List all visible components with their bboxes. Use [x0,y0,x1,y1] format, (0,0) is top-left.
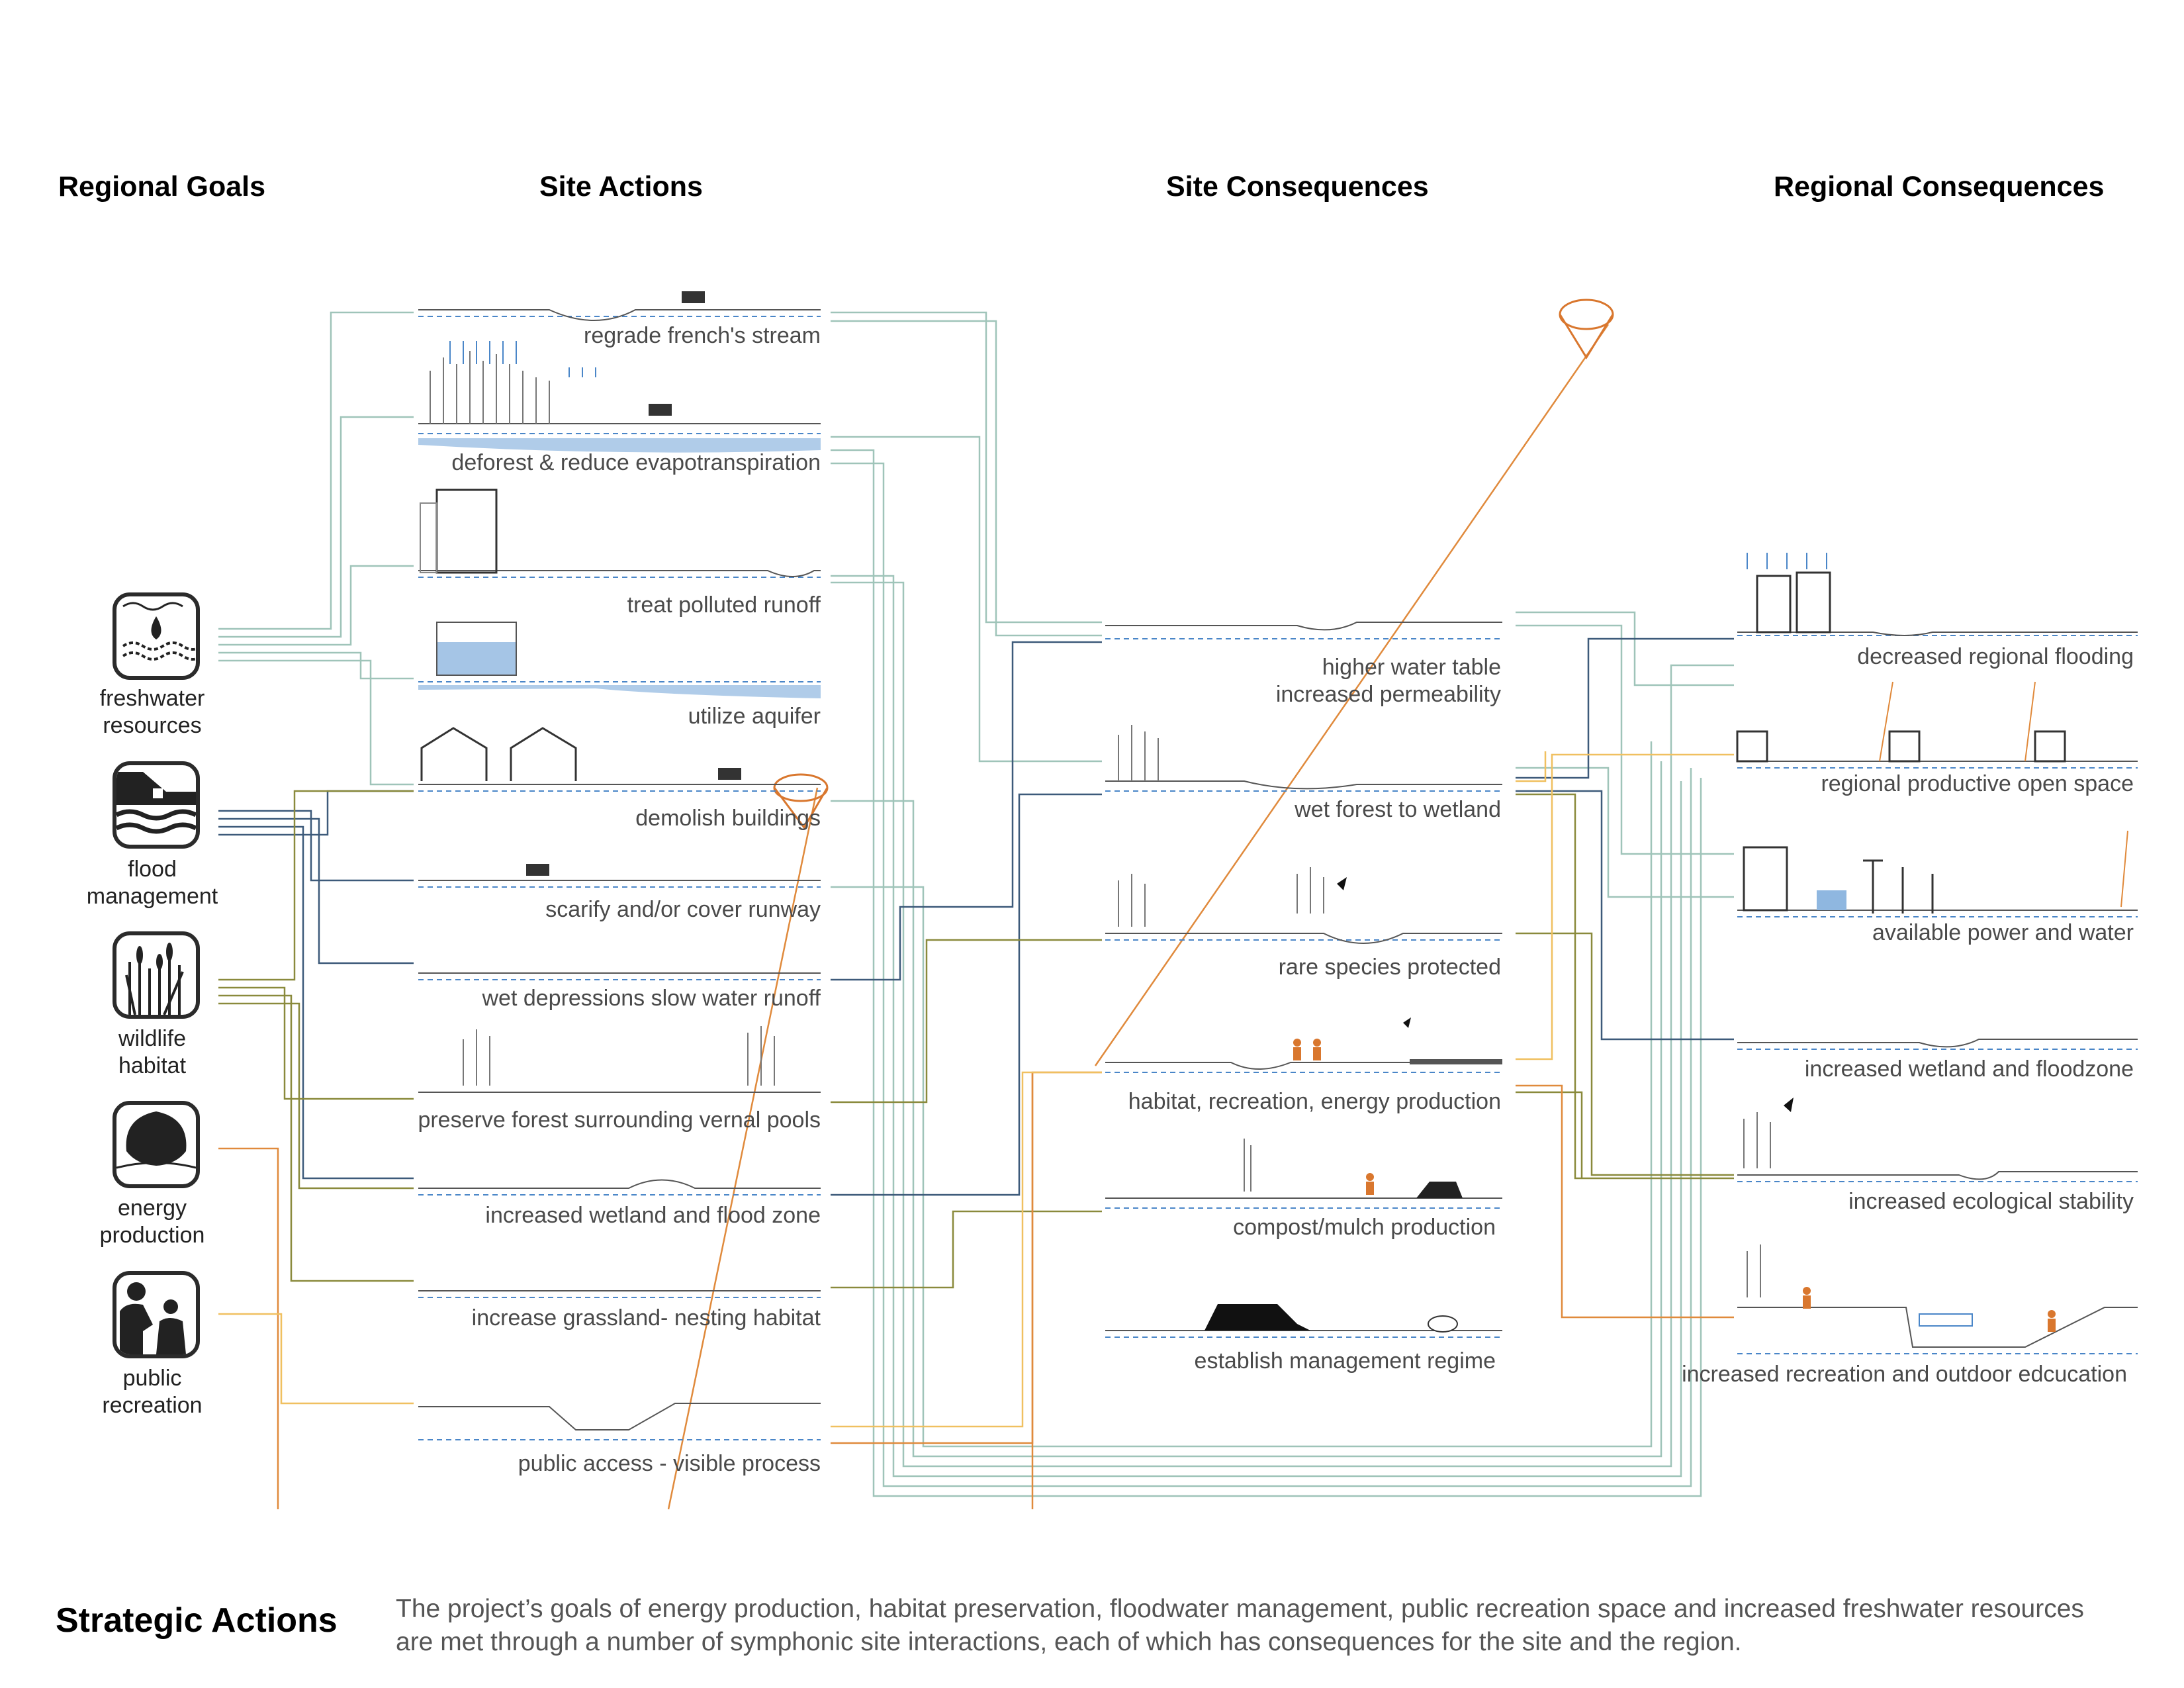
regional-consequence-illustrations [1737,553,2138,1354]
goal-label-line2: habitat [118,1053,187,1078]
footer-text: The project’s goals of energy production, habitat preservation, floodwater management, public recreation space and increased freshwater resources are met through a number of symphonic site interactions, each of which has consequences for the site and the region. [396,1595,2084,1656]
site-action-label: scarify and/or cover runway [545,897,821,922]
regional-consequence-label: regional productive open space [1821,771,2134,796]
flooded-house-icon [113,761,200,849]
site-action-label: increase grassland- nesting habitat [471,1305,821,1331]
goal-label-flood [73,856,232,910]
goal-label-energy [73,1195,232,1249]
kite-illustrations [774,300,1613,827]
site-action-label: increased wetland and flood zone [485,1203,821,1228]
site-action-label: utilize aquifer [688,704,821,729]
site-consequence-label: habitat, recreation, energy production [1128,1089,1501,1114]
footer-title: Strategic Actions [56,1601,338,1640]
site-consequence-line1: higher water table [1322,655,1501,680]
goal-label-line2: management [86,884,218,909]
site-action-label: public access - visible process [518,1451,821,1476]
site-action-label: wet depressions slow water runoff [482,986,821,1011]
goal-label-line1: energy [118,1196,187,1221]
site-consequence-label [1276,654,1501,708]
header-site-actions: Site Actions [539,171,703,203]
header-regional-goals: Regional Goals [58,171,266,203]
site-consequence-label: compost/mulch production [1233,1215,1496,1240]
regional-consequence-label: available power and water [1872,920,2134,945]
regional-consequence-label: decreased regional flooding [1857,644,2134,669]
site-consequence-label: rare species protected [1278,955,1501,980]
goal-label-line1: wildlife [118,1026,187,1051]
energy-dome-icon [113,1101,200,1188]
reeds-icon [113,931,200,1019]
goal-label-line2: recreation [102,1393,203,1418]
header-regional-consequences: Regional Consequences [1774,171,2105,203]
site-action-label: demolish buildings [635,806,821,831]
regional-consequence-label: increased recreation and outdoor edcucation [1682,1362,2127,1387]
goal-label-habitat [73,1025,232,1080]
goal-label-freshwater [73,685,232,739]
connector-lines [218,312,1734,1509]
site-consequence-label: wet forest to wetland [1295,797,1501,822]
goal-label-line2: production [99,1223,205,1248]
regional-consequence-label: increased ecological stability [1848,1189,2134,1214]
header-site-consequences: Site Consequences [1166,171,1429,203]
water-drop-icon [113,592,200,680]
people-icon [113,1271,200,1358]
regional-consequence-label: increased wetland and floodzone [1804,1056,2134,1082]
site-action-label: preserve forest surrounding vernal pools [418,1107,821,1133]
site-action-label: regrade french's stream [584,323,821,348]
goal-label-line1: flood [128,857,177,882]
site-action-label: deforest & reduce evapotranspiration [451,450,821,475]
goal-label-line1: public [122,1366,182,1391]
site-consequence-line2: increased permeability [1275,682,1501,707]
site-consequence-label: establish management regime [1194,1348,1496,1374]
site-action-label: treat polluted runoff [627,592,821,618]
goal-label-line1: freshwater [99,686,205,711]
goal-label-recreation [73,1365,232,1419]
goal-label-line2: resources [103,713,202,738]
